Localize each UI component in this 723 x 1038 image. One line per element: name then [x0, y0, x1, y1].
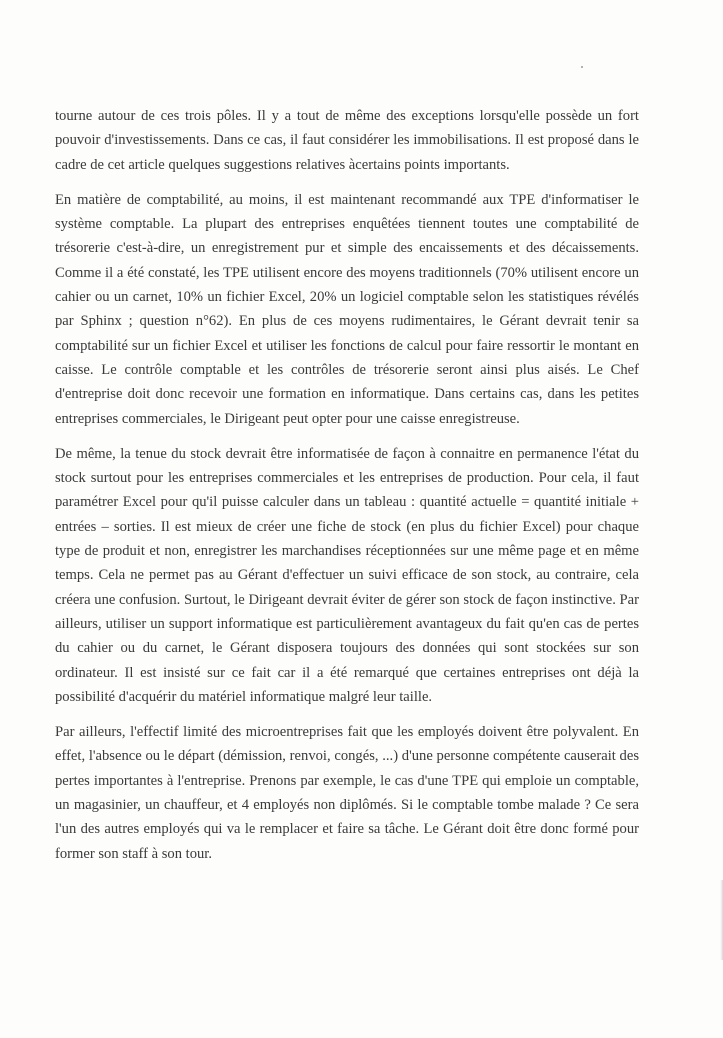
- paragraph-3: De même, la tenue du stock devrait être informatisée de façon à connaitre en permanence l'état du stock surtout pour les entreprises commerciales et les entreprises de production. Pour cela, il faut paramétrer Excel pour qu'il puisse calculer dans un tableau : quantité actuelle = quantité initiale + entrées – sorties. Il est mieux de créer une fiche de stock (en plus du fichier Excel) pour chaque type de produit et non, enregistrer les marchandises réceptionnées sur une même page et en même temps. Cela ne permet pas au Gérant d'effectuer un suivi efficace de son stock, au contraire, cela créera une confusion. Surtout, le Dirigeant devrait éviter de gérer son stock de façon instinctive. Par ailleurs, utiliser un support informatique est particulièrement avantageux du fait qu'en cas de pertes du cahier ou du carnet, le Gérant disposera toujours des données qui sont stockées sur son ordinateur. Il est insisté sur ce fait car il a été remarqué que certaines entreprises ont déjà la possibilité d'acquérir du matériel informatique malgré leur taille.: [55, 445, 639, 705]
- paragraph-1: tourne autour de ces trois pôles. Il y a tout de même des exceptions lorsqu'elle possède un fort pouvoir d'investissements. Dans ce cas, il faut considérer les immobilisations. Il est proposé dans le cadre de cet article quelques suggestions relatives àcertains points importants.: [55, 108, 639, 173]
- paragraph-2: En matière de comptabilité, au moins, il est maintenant recommandé aux TPE d'informatiser le système comptable. La plupart des entreprises enquêtées tiennent toutes une comptabilité de trésorerie c'est-à-dire, un enregistrement pur et simple des encaissements et des décaissements. Comme il a été constaté, les TPE utilisent encore des moyens traditionnels (70% utilisent encore un cahier ou un carnet, 10% un fichier Excel, 20% un logiciel comptable selon les statistiques révélés par Sphinx ; question n°62). En plus de ces moyens rudimentaires, le Gérant devrait tenir sa comptabilité sur un fichier Excel et utiliser les fonctions de calcul pour faire ressortir le montant en caisse. Le contrôle comptable et les contrôles de trésorerie seront ainsi plus aisés. Le Chef d'entreprise doit donc recevoir une formation en informatique. Dans certains cas, dans les petites entreprises commerciales, le Dirigeant peut opter pour une caisse enregistreuse.: [55, 191, 639, 427]
- body-text: [55, 104, 639, 866]
- paragraph-4: Par ailleurs, l'effectif limité des microentreprises fait que les employés doivent être polyvalent. En effet, l'absence ou le départ (démission, renvoi, congés, ...) d'une personne compétente causerait des pertes importantes à l'entreprise. Prenons par exemple, le cas d'une TPE qui emploie un comptable, un magasinier, un chauffeur, et 4 employés non diplômés. Si le comptable tombe malade ? Ce sera l'un des autres employés qui va le remplacer et faire sa tâche. Le Gérant doit être donc formé pour former son staff à son tour.: [55, 724, 639, 862]
- scan-speck: [581, 66, 583, 68]
